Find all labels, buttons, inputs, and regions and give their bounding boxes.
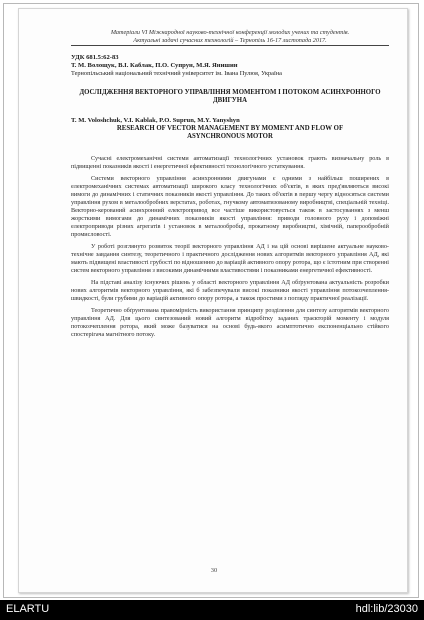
footer-bar — [0, 600, 424, 620]
repository-name: ELARTU — [6, 603, 50, 615]
paragraph: Теоретично обґрунтована правомірність використання принципу розділення для синтезу алгоритмів векторного управління АД. Для цього синтезований новий алгоритм відробітку заданих траєкторій моменту і модуля потокозчеплення ротора, який може базуватися на основі будь-якого асимптотично експоненціально стійкого спостерігача магнітного потоку. — [71, 307, 389, 338]
page-content — [71, 29, 389, 343]
document-page — [18, 8, 408, 593]
body-text — [71, 155, 389, 339]
handle-link[interactable]: hdl:lib/23030 — [355, 603, 418, 615]
page-number: 30 — [210, 567, 218, 574]
affiliation: Тернопільський національний технічний університет ім. Івана Пулюя, Україна — [71, 70, 282, 78]
title-en: RESEARCH OF VECTOR MANAGEMENT BY MOMENT AND FLOW OF ASYNCHRONOUS MOTOR — [116, 124, 344, 140]
paragraph: Сучасні електромеханічні системи автоматизації технологічних установок грають визначальну роль в підвищенні показників якості і енергетичної ефективності технологічного устаткування. — [71, 155, 389, 170]
authors-ua: Т. М. Волощук, В.І. Каблак, П.О. Супрун, М.Я. Янишин — [71, 62, 238, 70]
authors-en: T. M. Voloshchuk, V.I. Kablak, P.O. Suprun, M.Y. Yanyshyn — [71, 116, 240, 124]
title-ua: ДОСЛІДЖЕННЯ ВЕКТОРНОГО УПРАВЛІННЯ МОМЕНТОМ І ПОТОКОМ АСИНХРОННОГО ДВИГУНА — [79, 89, 381, 105]
conference-header — [71, 29, 389, 44]
conference-header-line-2: Актуальні задачі сучасних технологій – Тернопіль 16-17 листопада 2017. — [133, 36, 327, 44]
udk-code: УДК 681.5:62-83 — [71, 54, 119, 62]
header-divider — [71, 45, 389, 46]
paragraph: Системи векторного управління асинхронними двигунами є одними з найбільш поширених в електромеханічних системах автоматизації широкого класу технологічних об'єктів, в яких пред'являються високі вимоги до динамічних і статичних показників якості управління. До таких об'єктів в першу чергу відносяться системи управління рухом в металообробних верстатах, роботах, гнучкому автоматизованому виробництві, спеціальній техніці. Векторно-керований асинхронний електропривод все частіше використовується також в застосуваннях з менш жорсткими вимогами до динамічних показників якості управління: приводи головного руху і допоміжні електроприводи різних агрегатів і установок в металообробці, прокатному виробництві, хімічній, паперообробній промисловості. — [71, 175, 389, 238]
paragraph: У роботі розглянуто розвиток теорії векторного управління АД і на цій основі вирішене актуальне науково-технічне завдання синтезу, теоретичного і практичного дослідження нових алгоритмів векторного управління АД, які мають підвищені властивості грубості по відношенню до варіацій активного опору ротора, що є істотним при створенні систем векторного управління з високими динамічними властивостями і показниками енергетичної ефективності. — [71, 243, 389, 274]
paragraph: На підставі аналізу існуючих рішень у області векторного управління АД обґрунтована актуальність розробки нових алгоритмів векторного управління, які б забезпечували високі показники якості управління потокозчеплення-швидкості, були грубими до варіацій активного опору ротора, а також простими з погляду практичної реалізації. — [71, 279, 389, 302]
conference-header-line-1: Матеріали VI Міжнародної науково-технічної конференції молодих учених та студентів. — [110, 29, 350, 36]
